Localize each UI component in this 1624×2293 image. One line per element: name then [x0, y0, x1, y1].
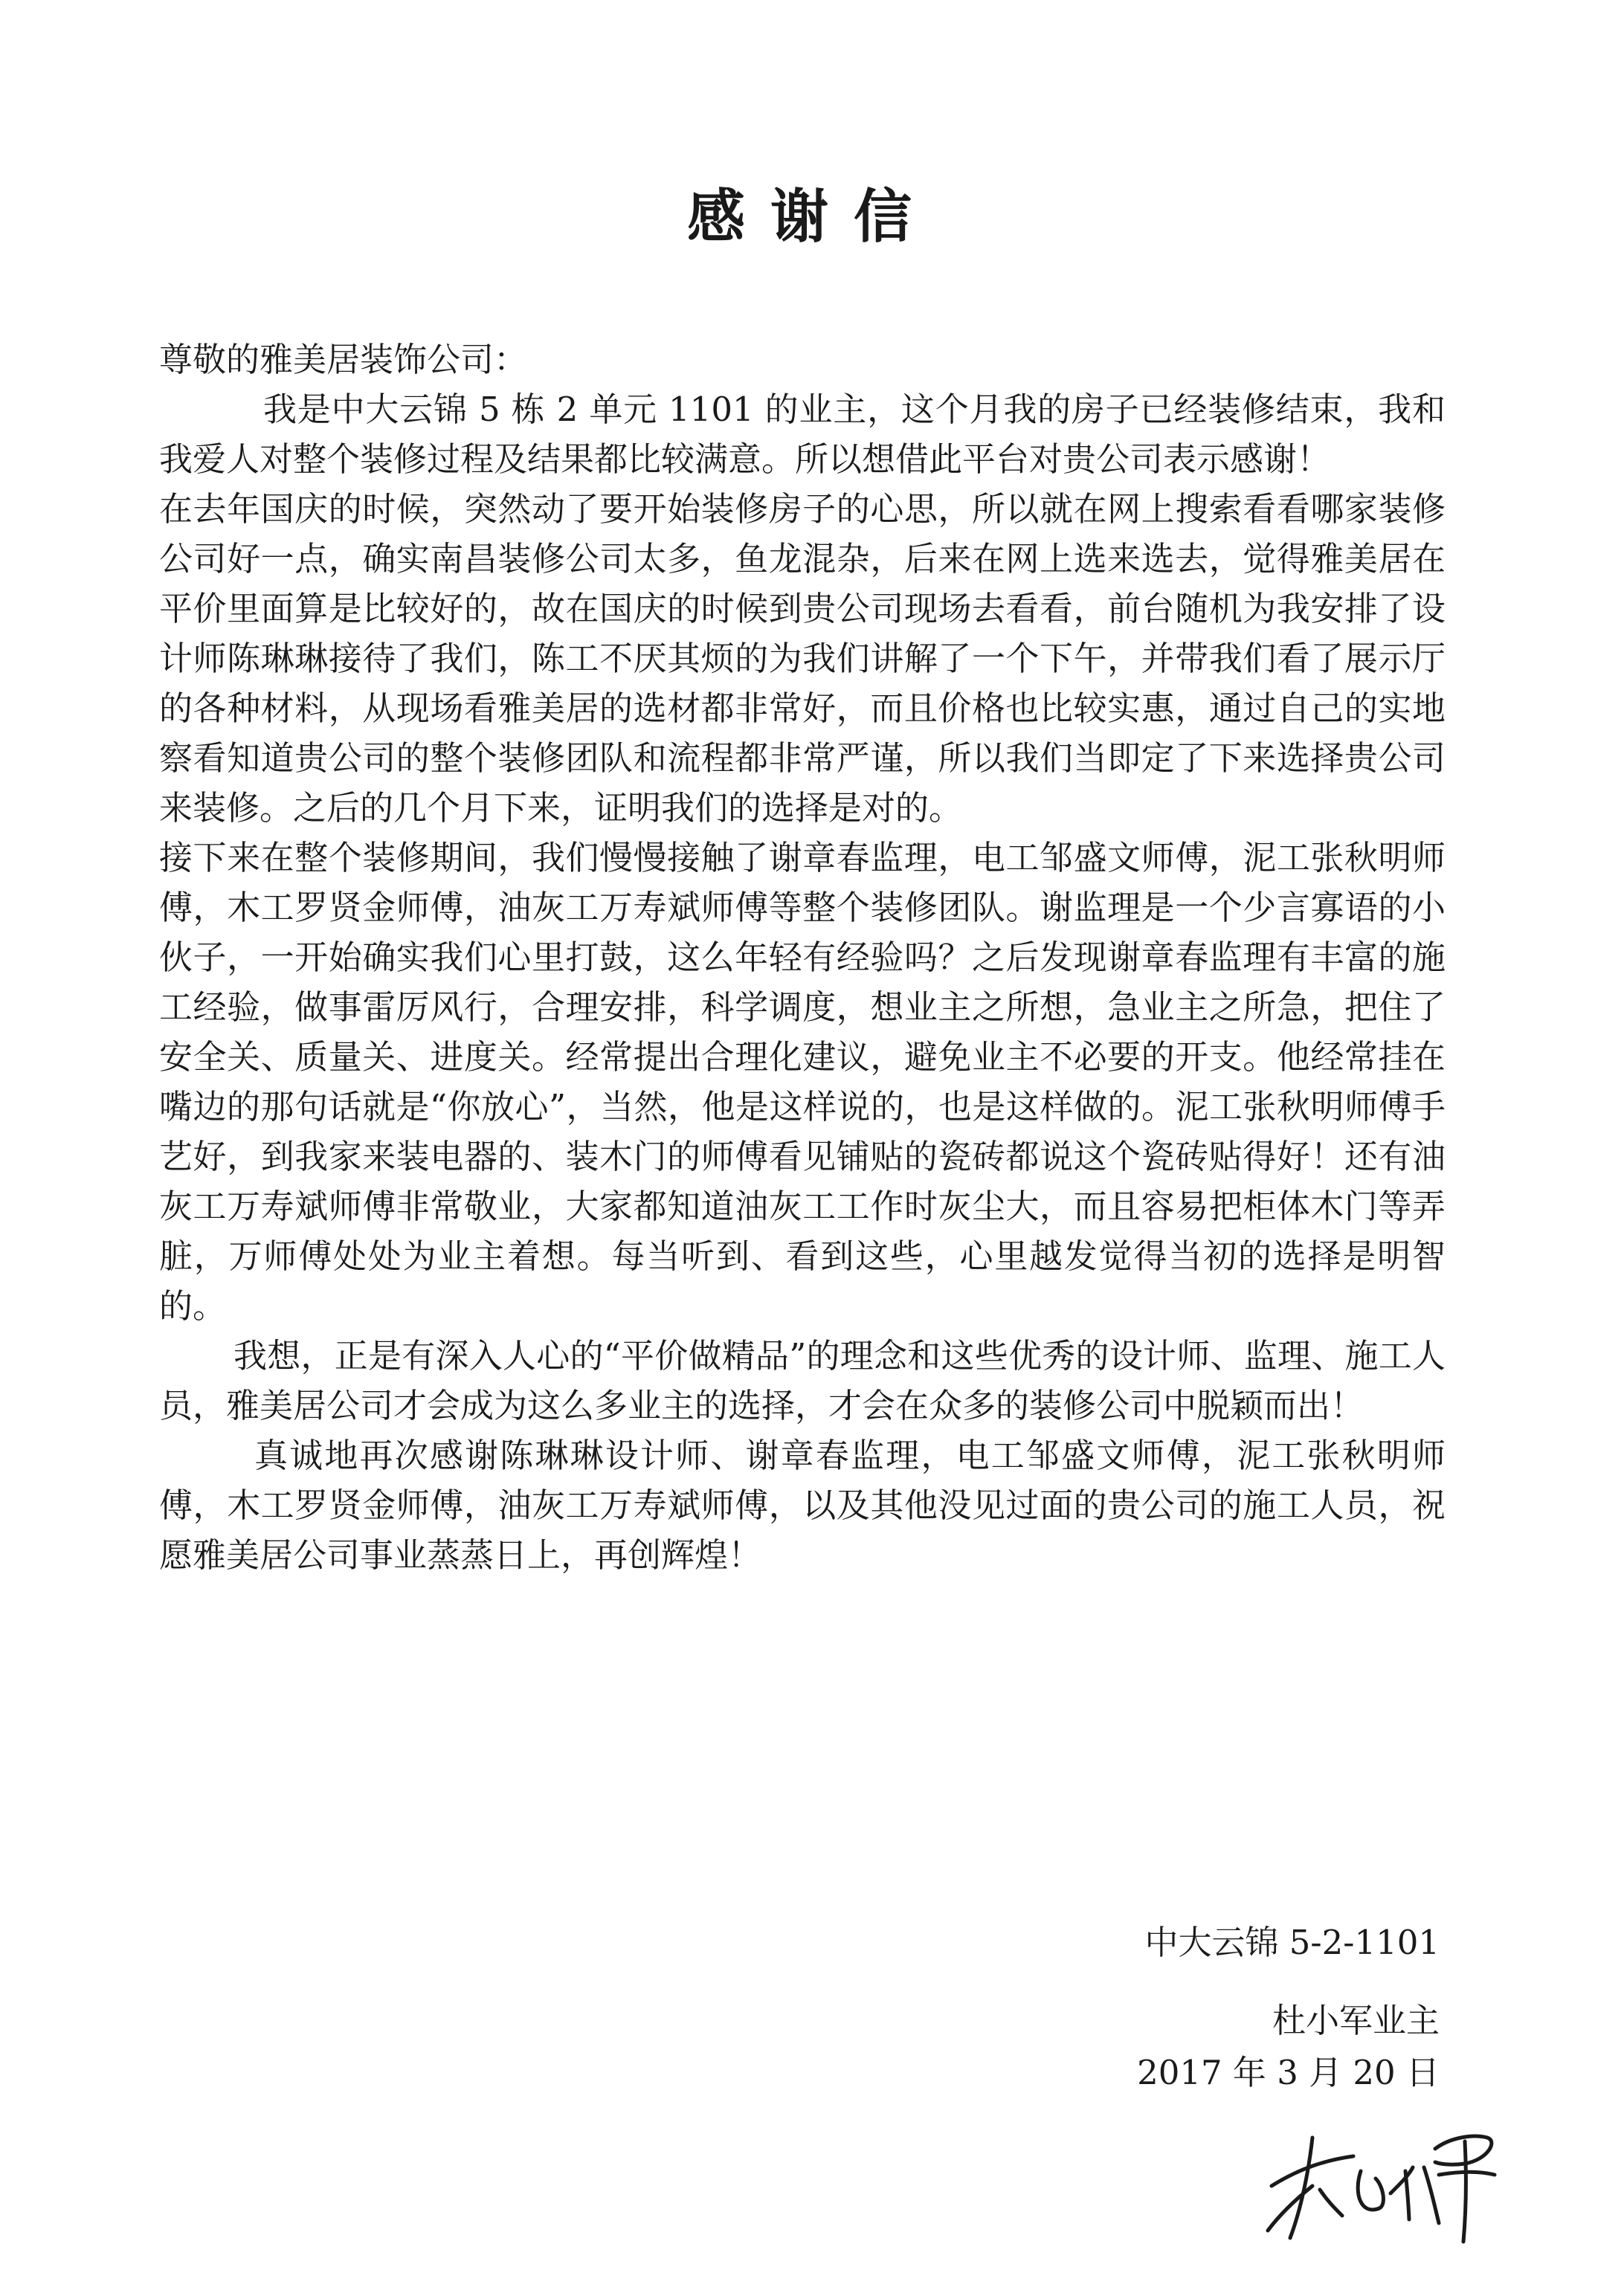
- salutation: 尊敬的雅美居装饰公司：: [159, 340, 528, 379]
- sign-name: 杜小军业主: [1272, 2001, 1440, 2040]
- paragraph-philosophy: 我想，正是有深入人心的“平价做精品”的理念和这些优秀的设计师、监理、施工人员，雅美居公司才会成为这么多业主的选择，才会在众多的装修公司中脱颖而出！: [159, 1336, 1446, 1425]
- paragraph-choice: 在去年国庆的时候，突然动了要开始装修房子的心思，所以就在网上搜索看看哪家装修公司好一点，确实南昌装修公司太多，鱼龙混杂，后来在网上选来选去，觉得雅美居在平价里面算是比较好的，故在国庆的时候到贵公司现场去看看，前台随机为我安排了设计师陈琳琳接待了我们，陈工不厌其烦的为我们讲解了一个下午，并带我们看了展示厅的各种材料，从现场看雅美居的选材都非常好，而且价格也比较实惠，通过自己的实地察看知道贵公司的整个装修团队和流程都非常严谨，所以我们当即定了下来选择贵公司来装修。之后的几个月下来，证明我们的选择是对的。: [159, 489, 1446, 828]
- sign-date: 2017 年 3 月 20 日: [1137, 2053, 1440, 2092]
- paragraph-intro: 我是中大云锦 5 栋 2 单元 1101 的业主，这个月我的房子已经装修结束，我和我爱人对整个装修过程及结果都比较满意。所以想借此平台对贵公司表示感谢！: [159, 390, 1446, 479]
- letter-body: [159, 335, 1446, 1580]
- handwritten-signature: [1249, 2097, 1517, 2245]
- paragraph-team: 接下来在整个装修期间，我们慢慢接触了谢章春监理，电工邹盛文师傅，泥工张秋明师傅，木工罗贤金师傅，油灰工万寿斌师傅等整个装修团队。谢监理是一个少言寡语的小伙子，一开始确实我们心里打鼓，这么年轻有经验吗？之后发现谢章春监理有丰富的施工经验，做事雷厉风行，合理安排，科学调度，想业主之所想，急业主之所急，把住了安全关、质量关、进度关。经常提出合理化建议，避免业主不必要的开支。他经常挂在嘴边的那句话就是“你放心”，当然，他是这样说的，也是这样做的。泥工张秋明师傅手艺好，到我家来装电器的、装木门的师傅看见铺贴的瓷砖都说这个瓷砖贴得好！还有油灰工万寿斌师傅非常敬业，大家都知道油灰工工作时灰尘大，而且容易把柜体木门等弄脏，万师傅处处为业主着想。每当听到、看到这些，心里越发觉得当初的选择是明智的。: [159, 838, 1446, 1326]
- paragraph-thanks: 真诚地再次感谢陈琳琳设计师、谢章春监理，电工邹盛文师傅，泥工张秋明师傅，木工罗贤金师傅，油灰工万寿斌师傅，以及其他没见过面的贵公司的施工人员，祝愿雅美居公司事业蒸蒸日上，再创辉煌！: [159, 1436, 1446, 1575]
- letter-title: 感谢信: [686, 184, 937, 251]
- sign-address: 中大云锦 5-2-1101: [1144, 1923, 1440, 1962]
